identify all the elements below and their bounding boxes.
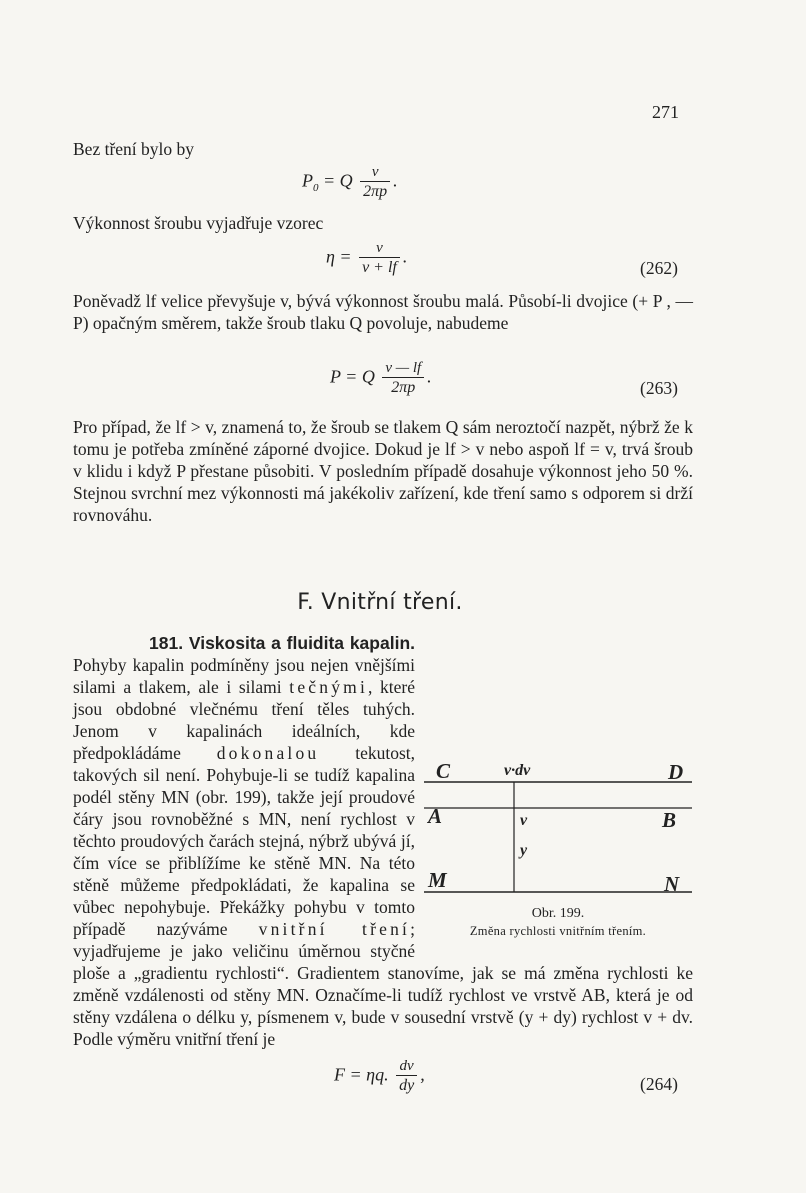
case-text: Pro případ, že lf > v, znamená to, že šroub se tlakem Q sám neroztočí nazpět, nýbrž že k tomu je potřeba zmíněné záporné dvojice. Dokud je lf > v nebo aspoň lf = v, trvá šroub v klidu i když P přestane působiti. V posledním případě dosahuje výkonnost jeho 50 %. Stejnou svrchní mez výkonnosti má jakékoliv zařízení, kde tření samo s odporem si drží rovnováhu. — [73, 417, 693, 525]
eq-264-lhs: F = ηq. — [334, 1064, 389, 1085]
figure-199 — [424, 760, 692, 940]
section-181-title: 181. Viskosita a fluidita kapalin. — [149, 633, 415, 653]
label-n: N — [664, 872, 680, 896]
figure-caption-text: Změna rychlosti vnitřním třením. — [469, 924, 647, 938]
eq-p0-fraction — [360, 164, 390, 201]
label-a: A — [428, 804, 443, 828]
eq-263-lhs: P = Q — [330, 366, 375, 387]
sec181-text4: ; vyjadřujeme je jako veličinu úměrnou styčné ploše a „gradientu rychlosti“. Gradientem stanovíme, jak se má změna rychlosti ke změně vzdálenosti od stěny MN. Označíme-li tudíž rychlost ve vrstvě AB, která je od stěny vzdálena o délku y, písmenem v, bude v sousední vrstvě (y + dy) rychlost v + dv. Podle výměru vnitřní tření je — [73, 919, 693, 1049]
label-b: B — [662, 808, 677, 832]
label-d: D — [668, 760, 684, 784]
eq-264-den: dy — [396, 1075, 417, 1095]
eq-262-number: (262) — [640, 258, 678, 278]
label-m: M — [428, 868, 447, 892]
label-y: y — [520, 842, 528, 859]
sec181-text2: , které jsou obdobné vlečnému tření těles tuhých. Jenom v kapalinách ideálních, kde předpokládáme — [73, 677, 416, 763]
equation-263 — [330, 360, 432, 397]
eq-262-num: v — [376, 240, 383, 256]
sec181-text3: tekutost, takových sil není. Pohybuje-li se tudíž kapalina podél stěny MN (obr. 199), takže její proudové čáry jsou rovnoběžné s MN, není rychlost v těchto proudových čarách stejná, nýbrž ubývá jí, čím více se přiblížíme ke stěně MN. Na této stěně můžeme předpokládati, že kapalina se vůbec nepohybuje. Překážky pohybu v tomto případě nazýváme — [73, 743, 416, 939]
eq-263-number: (263) — [640, 378, 678, 398]
intro-text: Bez tření bylo by — [73, 139, 195, 159]
eq-263-num: v — lf — [385, 360, 422, 376]
eq-264-num: dv — [399, 1058, 414, 1074]
figure-lines — [424, 760, 692, 906]
eq-263-den: 2πp — [382, 377, 424, 397]
when-text: Poněvadž lf velice převyšuje v, bývá výkonnost šroubu malá. Působí-li dvojice (+ P , — P) opačným směrem, takže šroub tlaku Q povoluje, nabudeme — [73, 291, 693, 333]
eq-p0-sub: 0 — [313, 182, 319, 195]
sec181-spaced3: vnitřní tření — [258, 919, 411, 939]
eq-262-tail: . — [402, 246, 408, 267]
section-heading: F. Vnitřní tření. — [297, 590, 463, 615]
eq-262-fraction — [359, 240, 400, 277]
eq-264-number: (264) — [640, 1074, 678, 1094]
label-vdv: v·dv — [504, 762, 531, 779]
page-number: 271 — [652, 102, 679, 122]
eq-p0-num: v — [371, 164, 379, 180]
eq-262-lhs: η = — [326, 246, 352, 267]
eq-p0-eq: = Q — [323, 170, 353, 191]
sec181-text1: Pohyby kapalin podmíněny jsou nejen vnějšími silami a tlakem, ale i silami — [73, 655, 415, 697]
efficiency-text: Výkonnost šroubu vyjadřuje vzorec — [73, 213, 324, 233]
equation-p0 — [302, 164, 398, 201]
equation-262 — [326, 240, 407, 277]
label-c: C — [436, 759, 451, 783]
eq-p0-tail: . — [393, 170, 398, 191]
equation-264 — [334, 1058, 425, 1095]
eq-264-fraction — [396, 1058, 417, 1095]
sec181-spaced1: tečnými — [289, 677, 369, 697]
eq-p0-lhs: P — [302, 170, 313, 191]
label-v: v — [520, 812, 528, 829]
eq-262-den: v + lf — [359, 257, 400, 277]
sec181-spaced2: dokonalou — [216, 743, 320, 763]
figure-caption-number: Obr. 199. — [531, 906, 585, 921]
eq-263-fraction — [382, 360, 424, 397]
eq-264-tail: , — [420, 1064, 425, 1085]
eq-p0-den: 2πp — [360, 181, 390, 201]
eq-263-tail: . — [427, 366, 432, 387]
